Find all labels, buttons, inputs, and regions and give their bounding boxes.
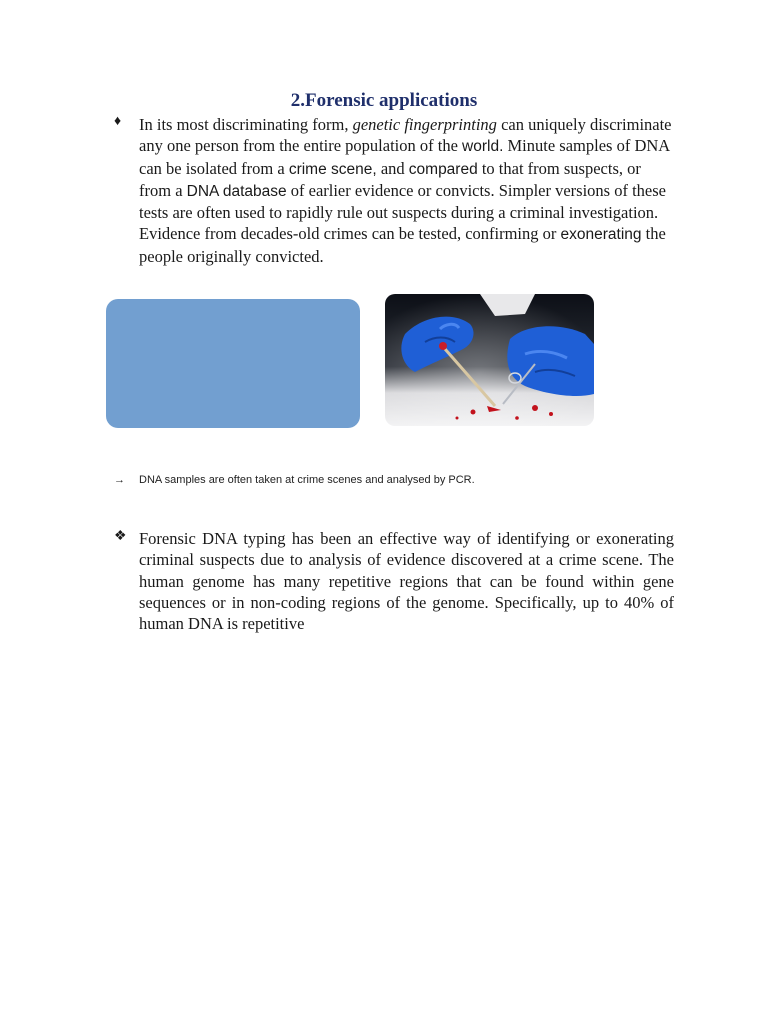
diamond-ornament-bullet-icon: ❖ <box>114 529 127 544</box>
link-crime-scene[interactable]: crime scene, <box>288 160 377 178</box>
link-compared[interactable]: compared <box>408 160 478 178</box>
paragraph-text: Forensic DNA typing has been an effective way of identifying or exonerating criminal suspects due to analysis of evidence discovered at a crime scene. The human genome has many repetitive regions that can be found within gene sequences or in non-coding regions of the genome. Specifically, up to 40% of human DNA is repetitive <box>139 529 674 634</box>
section-title: 2.Forensic applications <box>290 90 478 111</box>
arrow-right-icon: → <box>114 474 125 486</box>
link-world[interactable]: world. <box>462 138 504 156</box>
paragraph-dna-typing <box>114 528 674 634</box>
link-exonerating[interactable]: exonerating <box>560 226 642 244</box>
forensic-swab-photo <box>385 294 594 426</box>
caption-text: DNA samples are often taken at crime scenes and analysed by PCR. <box>139 474 475 486</box>
paragraph-forensic-intro <box>114 114 674 267</box>
paragraph-text: In its most discriminating form, genetic fingerprinting can uniquely discriminate any one person from the entire population of the world. Minute samples of DNA can be isolated from a crime scene, and compared to that from suspects, or from a DNA database of earlier evidence or convicts. Simpler versions of these tests are often used to rapidly rule out suspects during a criminal investigation. Evidence from decades-old crimes can be tested, confirming or exonerating the people originally convicted. <box>139 115 672 266</box>
italic-term: genetic fingerprinting <box>352 115 497 134</box>
figure-caption <box>114 474 674 486</box>
gloved-hands-swab-image <box>385 294 594 426</box>
blue-placeholder-box <box>106 299 360 428</box>
link-dna-database[interactable]: DNA database <box>186 182 287 200</box>
diamond-bullet-icon: ♦ <box>114 114 122 129</box>
